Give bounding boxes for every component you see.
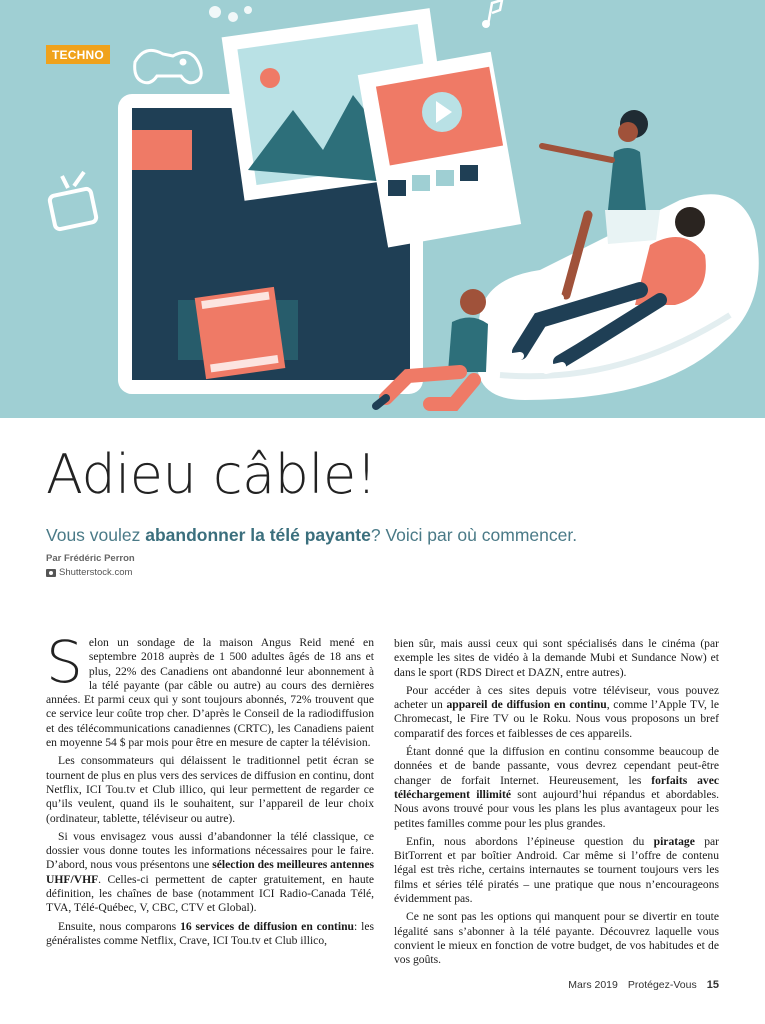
film-strip-icon	[195, 287, 286, 379]
article-subtitle: Vous voulez abandonner la télé payante? Voici par où commencer.	[46, 525, 578, 545]
drop-cap: S	[46, 628, 83, 696]
paragraph: Les consommateurs qui délaissent le traditionnel petit écran se tournent de plus en plus vers des services de diffusion en continu, dont Netflix, ICI Tou.tv et Club illico, qui leur permettent de regarder ce qu’ils veulent, quand ils le souhaitent, sur l’appareil de leur choix (ordinateur, tablette, téléviseur ou autre).	[46, 754, 374, 825]
byline: Par Frédéric Perron	[46, 553, 135, 564]
paragraph: Selon un sondage de la maison Angus Reid mené en septembre 2018 auprès de 1 500 adultes âgés de 18 ans et plus, 22% des Canadiens ont abandonné leur abonnement à la télé payante (par câble ou autre) au cours des dernières années. Et parmi ceux qui y sont toujours abonnés, 72% trouvent que ce service leur coûte trop cher. D’après le Conseil de la radiodiffusion et des télécommunications canadiennes (CRTC), les Canadiens paient en moyenne 54 $ par mois pour être en mesure de capter la télévision.	[46, 628, 374, 750]
gamepad-icon	[135, 50, 202, 82]
category-badge: TECHNO	[46, 45, 110, 64]
camera-icon	[46, 569, 56, 577]
paragraph: Ensuite, nous comparons 16 services de diffusion en continu: les généralistes comme Netflix, Crave, ICI Tou.tv et Club illico,	[46, 919, 374, 947]
magazine-name: Protégez-Vous	[627, 979, 697, 991]
page-footer	[568, 979, 719, 991]
photo-credit-text: Shutterstock.com	[59, 567, 133, 578]
article-title: Adieu câble!	[46, 443, 377, 506]
article-column-2	[394, 637, 719, 968]
page-number: 15	[706, 979, 719, 991]
paragraph: Si vous envisagez vous aussi d’abandonner la télé classique, ce dossier vous donne toutes les informations nécessaires pour le faire. D’abord, nous vous présentons une sélection des meilleures antennes UHF/VHF. Celles-ci permettent de capter gratuitement, en haute définition, les chaînes de base (notamment ICI Radio-Canada Télé, TVA, Télé-Québec, V, CBC, CTV et Global).	[46, 829, 374, 915]
photo-credit	[46, 567, 132, 578]
paragraph: Enfin, nous abordons l’épineuse question du piratage par BitTorrent et par boîtier Android. Car même si l’offre de contenu légal est très riche, certains internautes se tournent toujours vers les films et séries télé piratés – une pratique que nous n’encourageons évidemment pas.	[394, 834, 720, 906]
streaming-illustration	[0, 0, 765, 418]
paragraph: Étant donné que la diffusion en continu consomme beaucoup de données et de bande passante, vous devrez cependant peut-être changer de forfait Internet. Heureusement, les forfaits avec téléchargement illimité sont aujourd’hui répandus et abordables. Nous avons trouvé pour vous les plans les plus avantageux pour les petites familles comme pour les plus grandes.	[394, 745, 720, 830]
hero-illustration	[0, 0, 765, 418]
paragraph: bien sûr, mais aussi ceux qui sont spécialisés dans le cinéma (par exemple les sites de vidéo à la demande Mubi et Sundance Now) et dans le sport (RDS Direct et DAZN, entre autres).	[394, 637, 719, 679]
paragraph: Pour accéder à ces sites depuis votre téléviseur, vous pouvez acheter un appareil de diffusion en continu, comme l’Apple TV, le Chromecast, le Fire TV ou le Roku. Nous vous proposons un bref comparatif des forces et faiblesses de ces appareils.	[394, 683, 719, 740]
article-column-1	[46, 628, 374, 948]
paragraph: Ce ne sont pas les options qui manquent pour se divertir en toute légalité sans s’abonner à la télé payante. Découvrez laquelle vous convient le mieux en fonction de votre budget, de vos habitudes et de vos goûts.	[394, 910, 719, 967]
issue-date: Mars 2019	[568, 979, 618, 991]
retro-tv-icon	[49, 172, 97, 230]
